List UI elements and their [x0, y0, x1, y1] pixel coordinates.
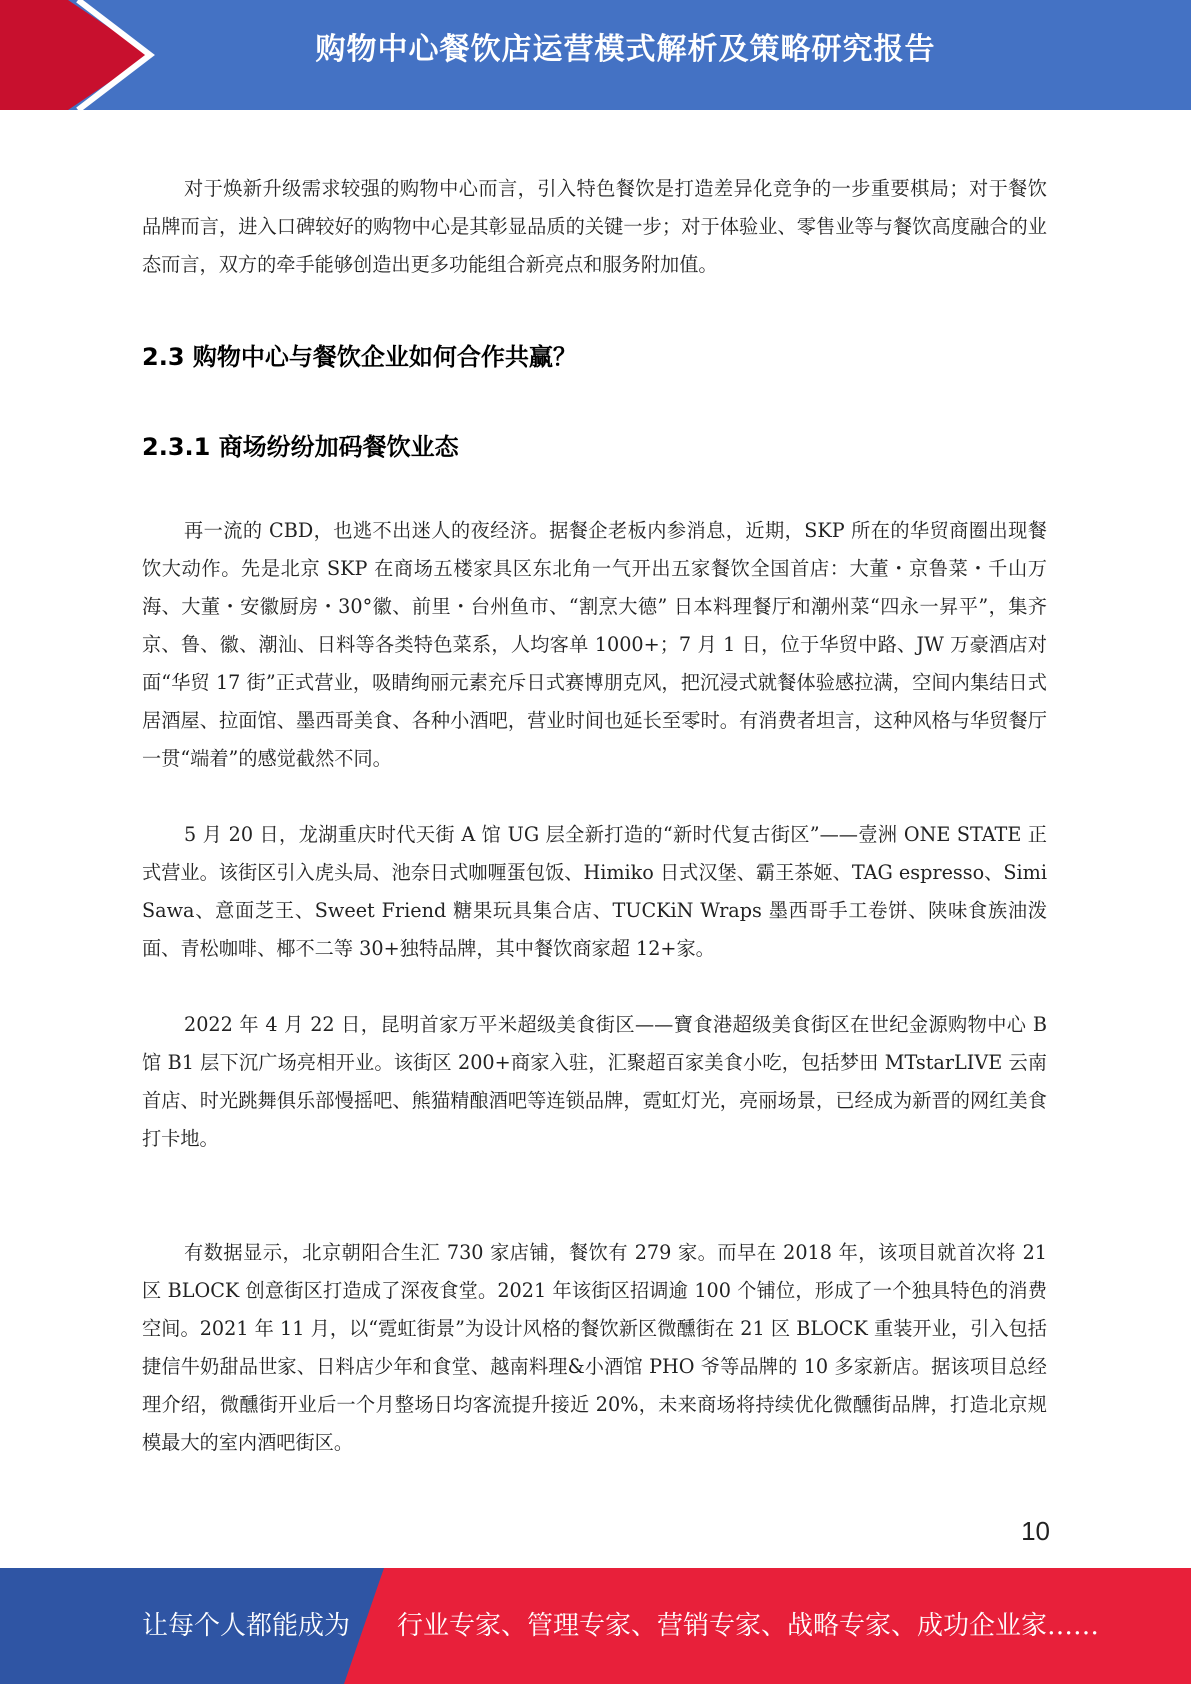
section-heading-2-3-1: 2.3.1 商场纷纷加码餐饮业态 [142, 433, 459, 461]
page-content [142, 170, 1047, 1462]
paragraph-beijing-data: 有数据显示，北京朝阳合生汇 730 家店铺，餐饮有 279 家。而早在 2018 年，该项目就首次将 21 区 BLOCK 创意街区打造成了深夜食堂。2021 年该街区招调逾 100 个铺位，形成了一个独具特色的消费空间。2021 年 11 月，以“霓虹街景”为设计风格的餐饮新区微醺街在 21 区 BLOCK 重装开业，引入包括捷信牛奶甜品世家、日料店少年和食堂、越南料理&小酒馆 PHO 爷等品牌的 10 多家新店。据该项目总经理介绍，微醺街开业后一个月整场日均客流提升接近 20%，未来商场将持续优化微醺街品牌，打造北京规模最大的室内酒吧街区。 [142, 1241, 1047, 1454]
page-footer [0, 1568, 1191, 1684]
paragraph-longfor: 5 月 20 日，龙湖重庆时代天街 A 馆 UG 层全新打造的“新时代复古街区”——壹洲 ONE STATE 正式营业。该街区引入虎头局、池奈日式咖喱蛋包饭、Himiko 日式汉堡、霸王茶姬、TAG espresso、Simi Sawa、意面芝王、Sweet Friend 糖果玩具集合店、TUCKiN Wraps 墨西哥手工卷饼、陕味食族油泼面、青松咖啡、椰不二等 30+独特品牌，其中餐饮商家超 12+家。 [142, 823, 1047, 960]
intro-paragraph: 对于焕新升级需求较强的购物中心而言，引入特色餐饮是打造差异化竞争的一步重要棋局；对于餐饮品牌而言，进入口碑较好的购物中心是其彰显品质的关键一步；对于体验业、零售业等与餐饮高度融合的业态而言，双方的牵手能够创造出更多功能组合新亮点和服务附加值。 [142, 177, 1047, 276]
footer-slogan-right: 行业专家、管理专家、营销专家、战略专家、成功企业家…… [397, 1611, 1100, 1641]
page-header [0, 0, 1191, 110]
section-heading-2-3: 2.3 购物中心与餐饮企业如何合作共赢？ [142, 343, 577, 371]
paragraph-skp: 再一流的 CBD，也逃不出迷人的夜经济。据餐企老板内参消息，近期，SKP 所在的华贸商圈出现餐饮大动作。先是北京 SKP 在商场五楼家具区东北角一气开出五家餐饮全国首店：大董・京鲁菜・千山万海、大董・安徽厨房・30°徽、前里・台州鱼市、“割烹大德” 日本料理餐厅和潮州菜“四永一昇平”，集齐京、鲁、徽、潮汕、日料等各类特色菜系，人均客单 1000+；7 月 1 日，位于华贸中路、JW 万豪酒店对面“华贸 17 街”正式营业，吸睛绚丽元素充斥日式赛博朋克风，把沉浸式就餐体验感拉满，空间内集结日式居酒屋、拉面馆、墨西哥美食、各种小酒吧，营业时间也延长至零时。有消费者坦言，这种风格与华贸餐厅一贯“端着”的感觉截然不同。 [142, 519, 1047, 770]
paragraph-kunming: 2022 年 4 月 22 日，昆明首家万平米超级美食街区——寶食港超级美食街区在世纪金源购物中心 B 馆 B1 层下沉广场亮相开业。该街区 200+商家入驻，汇聚超百家美食小吃，包括梦田 MTstarLIVE 云南首店、时光跳舞俱乐部慢摇吧、熊猫精酿酒吧等连锁品牌，霓虹灯光，亮丽场景，已经成为新晋的网红美食打卡地。 [142, 1013, 1047, 1150]
page-number: 10 [1021, 1516, 1050, 1546]
report-title: 购物中心餐饮店运营模式解析及策略研究报告 [315, 32, 936, 67]
footer-slogan-left: 让每个人都能成为 [142, 1611, 351, 1641]
